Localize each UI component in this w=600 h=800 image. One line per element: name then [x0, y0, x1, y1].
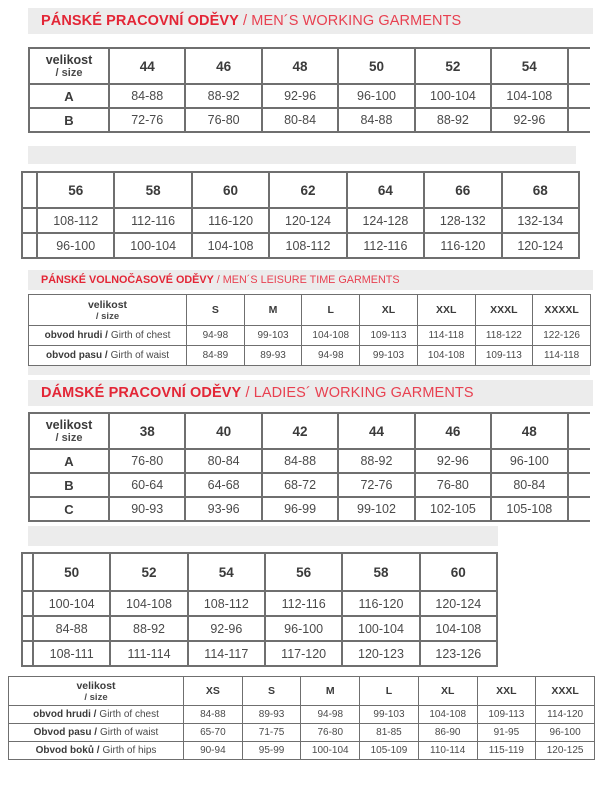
row-label [9, 724, 184, 742]
size-header-cell: 40 [185, 413, 261, 449]
corner-cell [9, 677, 184, 706]
value-cell: 116-120 [342, 591, 419, 616]
value-cell: 114-118 [417, 326, 475, 346]
value-cell: 108-112 [269, 233, 346, 258]
mens-working-table-sizes-44-54 [28, 47, 590, 133]
value-cell: 96-99 [262, 497, 338, 521]
value-cell: 120-124 [420, 591, 497, 616]
value-cell: 120-123 [342, 641, 419, 666]
corner-cell [29, 295, 187, 326]
size-header-cell: 44 [109, 48, 185, 84]
size-header-cell: 56 [265, 553, 342, 591]
value-cell: 100-104 [415, 84, 491, 108]
size-header-cell: XXXXL [533, 295, 591, 326]
cut-label-cell [22, 553, 33, 591]
corner-velikost-label: velikost [76, 679, 116, 692]
value-cell: 90-94 [184, 742, 243, 760]
row-label-english: Girth of chest [110, 330, 171, 341]
size-header-cell: 64 [347, 172, 424, 208]
size-header-cell: 52 [415, 48, 491, 84]
value-cell: 96-100 [491, 449, 567, 473]
value-cell: 91-95 [477, 724, 536, 742]
size-header-cell: XXXL [475, 295, 533, 326]
size-header-cell: S [242, 677, 301, 706]
value-cell: 96-100 [37, 233, 114, 258]
value-cell: 109-113 [477, 706, 536, 724]
value-cell: 117-120 [265, 641, 342, 666]
value-cell: 76-80 [185, 108, 261, 132]
size-header-row [22, 172, 579, 208]
size-header-cell: 48 [262, 48, 338, 84]
row-label [29, 346, 187, 366]
size-header-cell [568, 413, 590, 449]
value-cell: 90-93 [109, 497, 185, 521]
row-label [29, 326, 187, 346]
cut-label-cell [22, 641, 33, 666]
table-row [22, 208, 579, 233]
value-cell: 108-112 [37, 208, 114, 233]
value-cell: 120-124 [269, 208, 346, 233]
value-cell [568, 473, 590, 497]
row-label-czech: obvod pasu / [45, 350, 108, 361]
value-cell: 84-88 [109, 84, 185, 108]
value-cell: 109-113 [360, 326, 418, 346]
size-header-cell: XXL [417, 295, 475, 326]
value-cell: 128-132 [424, 208, 501, 233]
value-cell: 123-126 [420, 641, 497, 666]
value-cell: 120-125 [536, 742, 595, 760]
table-row [22, 233, 579, 258]
size-header-cell [568, 48, 590, 84]
size-header-cell: 44 [338, 413, 414, 449]
value-cell [568, 108, 590, 132]
row-label-czech: obvod hrudi / [44, 330, 108, 341]
row-label-english: Girth of chest [99, 709, 159, 720]
row-label: C [29, 497, 109, 521]
corner-size-label: / size [55, 66, 83, 79]
value-cell: 114-117 [188, 641, 265, 666]
value-cell: 112-116 [114, 208, 191, 233]
value-cell: 92-96 [262, 84, 338, 108]
value-cell: 71-75 [242, 724, 301, 742]
mens-leisure-heading-band [28, 270, 593, 290]
size-header-cell: 38 [109, 413, 185, 449]
size-header-cell: S [187, 295, 245, 326]
heading-czech: DÁMSKÉ PRACOVNÍ ODĚVY [41, 385, 242, 401]
table-row-A [29, 449, 590, 473]
girth-of-waist-row [29, 346, 591, 366]
value-cell: 99-103 [244, 326, 302, 346]
section-heading [28, 270, 593, 290]
ladies-measurements-table [8, 676, 598, 760]
value-cell: 92-96 [491, 108, 567, 132]
size-header-cell: 54 [491, 48, 567, 84]
value-cell: 84-89 [187, 346, 245, 366]
size-header-cell: 60 [420, 553, 497, 591]
value-cell: 104-108 [420, 616, 497, 641]
value-cell: 96-100 [265, 616, 342, 641]
value-cell: 76-80 [415, 473, 491, 497]
value-cell: 114-118 [533, 346, 591, 366]
row-label-czech: obvod hrudi / [33, 709, 97, 720]
size-header-cell: XXL [477, 677, 536, 706]
size-header-cell: XL [360, 295, 418, 326]
value-cell: 118-122 [475, 326, 533, 346]
value-cell: 80-84 [491, 473, 567, 497]
row-label: B [29, 108, 109, 132]
value-cell: 76-80 [109, 449, 185, 473]
value-cell: 112-116 [265, 591, 342, 616]
ladies-working-table-sizes-38-48 [28, 412, 590, 522]
value-cell: 104-108 [418, 706, 477, 724]
cut-label-cell [22, 208, 37, 233]
value-cell: 86-90 [418, 724, 477, 742]
cut-label-cell [22, 172, 37, 208]
value-cell: 124-128 [347, 208, 424, 233]
ladies-working-heading-band [28, 380, 593, 406]
mens-working-table-sizes-56-68 [21, 171, 586, 259]
corner-velikost-label: velikost [45, 52, 93, 67]
size-header-cell: 56 [37, 172, 114, 208]
corner-cell [29, 413, 109, 449]
value-cell: 68-72 [262, 473, 338, 497]
value-cell: 89-93 [244, 346, 302, 366]
value-cell: 122-126 [533, 326, 591, 346]
size-header-row [29, 413, 590, 449]
size-header-row [22, 553, 497, 591]
spacer-band [28, 526, 498, 546]
size-header-cell: 46 [185, 48, 261, 84]
girth-of-chest-row [9, 706, 595, 724]
value-cell: 88-92 [415, 108, 491, 132]
section-heading [28, 8, 593, 34]
corner-velikost-label: velikost [87, 298, 128, 311]
size-header-cell: XXXL [536, 677, 595, 706]
size-header-cell: 68 [502, 172, 579, 208]
value-cell: 88-92 [338, 449, 414, 473]
spacer-band [28, 146, 576, 164]
size-header-cell: 50 [33, 553, 110, 591]
value-cell: 110-114 [418, 742, 477, 760]
value-cell: 96-100 [536, 724, 595, 742]
cut-label-cell [22, 591, 33, 616]
value-cell: 116-120 [424, 233, 501, 258]
section-heading [28, 380, 593, 406]
size-header-cell: 58 [342, 553, 419, 591]
heading-czech: PÁNSKÉ PRACOVNÍ ODĚVY [41, 13, 239, 29]
table-row-C [29, 497, 590, 521]
value-cell: 132-134 [502, 208, 579, 233]
value-cell [568, 449, 590, 473]
value-cell: 111-114 [110, 641, 187, 666]
value-cell: 105-108 [491, 497, 567, 521]
value-cell: 88-92 [185, 84, 261, 108]
size-header-cell: 66 [424, 172, 501, 208]
size-header-cell: XL [418, 677, 477, 706]
heading-english: / MEN´S LEISURE TIME GARMENTS [216, 274, 400, 286]
value-cell: 99-103 [360, 706, 419, 724]
value-cell: 76-80 [301, 724, 360, 742]
row-label: A [29, 84, 109, 108]
value-cell: 104-108 [110, 591, 187, 616]
value-cell: 84-88 [33, 616, 110, 641]
size-header-cell: 58 [114, 172, 191, 208]
value-cell: 112-116 [347, 233, 424, 258]
mens-leisure-table [28, 294, 595, 366]
value-cell: 64-68 [185, 473, 261, 497]
row-label-english: Girth of waist [99, 727, 159, 738]
size-header-cell: 54 [188, 553, 265, 591]
value-cell: 72-76 [338, 473, 414, 497]
size-header-cell: 52 [110, 553, 187, 591]
value-cell: 104-108 [302, 326, 360, 346]
row-label: A [29, 449, 109, 473]
value-cell: 100-104 [301, 742, 360, 760]
size-header-cell: M [301, 677, 360, 706]
table-row-B [29, 108, 590, 132]
value-cell: 80-84 [185, 449, 261, 473]
value-cell: 92-96 [415, 449, 491, 473]
value-cell: 120-124 [502, 233, 579, 258]
value-cell: 84-88 [184, 706, 243, 724]
value-cell: 84-88 [262, 449, 338, 473]
value-cell [568, 497, 590, 521]
ladies-working-table-sizes-50-60 [21, 552, 503, 667]
mens-working-heading-band [28, 8, 593, 34]
value-cell: 104-108 [417, 346, 475, 366]
value-cell: 100-104 [342, 616, 419, 641]
value-cell [568, 84, 590, 108]
size-header-cell: 60 [192, 172, 269, 208]
row-label-english: Girth of waist [110, 350, 170, 361]
girth-of-waist-row [9, 724, 595, 742]
value-cell: 105-109 [360, 742, 419, 760]
corner-cell [29, 48, 109, 84]
value-cell: 109-113 [475, 346, 533, 366]
value-cell: 99-103 [360, 346, 418, 366]
row-label-czech: Obvod boků / [35, 745, 100, 756]
size-header-cell: 48 [491, 413, 567, 449]
value-cell: 80-84 [262, 108, 338, 132]
value-cell: 100-104 [114, 233, 191, 258]
row-label [9, 706, 184, 724]
value-cell: 95-99 [242, 742, 301, 760]
size-header-cell: L [360, 677, 419, 706]
row-label: B [29, 473, 109, 497]
size-header-cell: L [302, 295, 360, 326]
spacer-band [28, 366, 590, 375]
table-row [22, 641, 497, 666]
corner-size-label: / size [55, 431, 83, 444]
girth-of-chest-row [29, 326, 591, 346]
value-cell: 81-85 [360, 724, 419, 742]
value-cell: 104-108 [491, 84, 567, 108]
value-cell: 102-105 [415, 497, 491, 521]
corner-size-label: / size [84, 691, 108, 703]
value-cell: 94-98 [301, 706, 360, 724]
heading-czech: PÁNSKÉ VOLNOČASOVÉ ODĚVY [41, 274, 214, 286]
value-cell: 84-88 [338, 108, 414, 132]
size-header-cell: 42 [262, 413, 338, 449]
value-cell: 65-70 [184, 724, 243, 742]
size-header-cell: 62 [269, 172, 346, 208]
cut-label-cell [22, 616, 33, 641]
value-cell: 88-92 [110, 616, 187, 641]
table-row [22, 616, 497, 641]
table-row-B [29, 473, 590, 497]
cut-label-cell [22, 233, 37, 258]
girth-of-hips-row [9, 742, 595, 760]
value-cell: 114-120 [536, 706, 595, 724]
value-cell: 96-100 [338, 84, 414, 108]
value-cell: 89-93 [242, 706, 301, 724]
value-cell: 60-64 [109, 473, 185, 497]
value-cell: 94-98 [302, 346, 360, 366]
value-cell: 108-111 [33, 641, 110, 666]
corner-velikost-label: velikost [45, 417, 93, 432]
size-header-row [29, 295, 591, 326]
value-cell: 72-76 [109, 108, 185, 132]
value-cell: 93-96 [185, 497, 261, 521]
heading-english: / MEN´S WORKING GARMENTS [243, 13, 462, 29]
value-cell: 94-98 [187, 326, 245, 346]
size-header-cell: 46 [415, 413, 491, 449]
row-label [9, 742, 184, 760]
corner-size-label: / size [95, 310, 120, 322]
value-cell: 92-96 [188, 616, 265, 641]
value-cell: 99-102 [338, 497, 414, 521]
table-row [22, 591, 497, 616]
value-cell: 116-120 [192, 208, 269, 233]
value-cell: 100-104 [33, 591, 110, 616]
size-header-cell: XS [184, 677, 243, 706]
heading-english: / LADIES´ WORKING GARMENTS [245, 385, 474, 401]
row-label-english: Girth of hips [102, 745, 157, 756]
table-row-A [29, 84, 590, 108]
size-header-row [9, 677, 595, 706]
size-header-cell: M [244, 295, 302, 326]
value-cell: 104-108 [192, 233, 269, 258]
size-header-row [29, 48, 590, 84]
size-header-cell: 50 [338, 48, 414, 84]
value-cell: 115-119 [477, 742, 536, 760]
row-label-czech: Obvod pasu / [33, 727, 97, 738]
value-cell: 108-112 [188, 591, 265, 616]
